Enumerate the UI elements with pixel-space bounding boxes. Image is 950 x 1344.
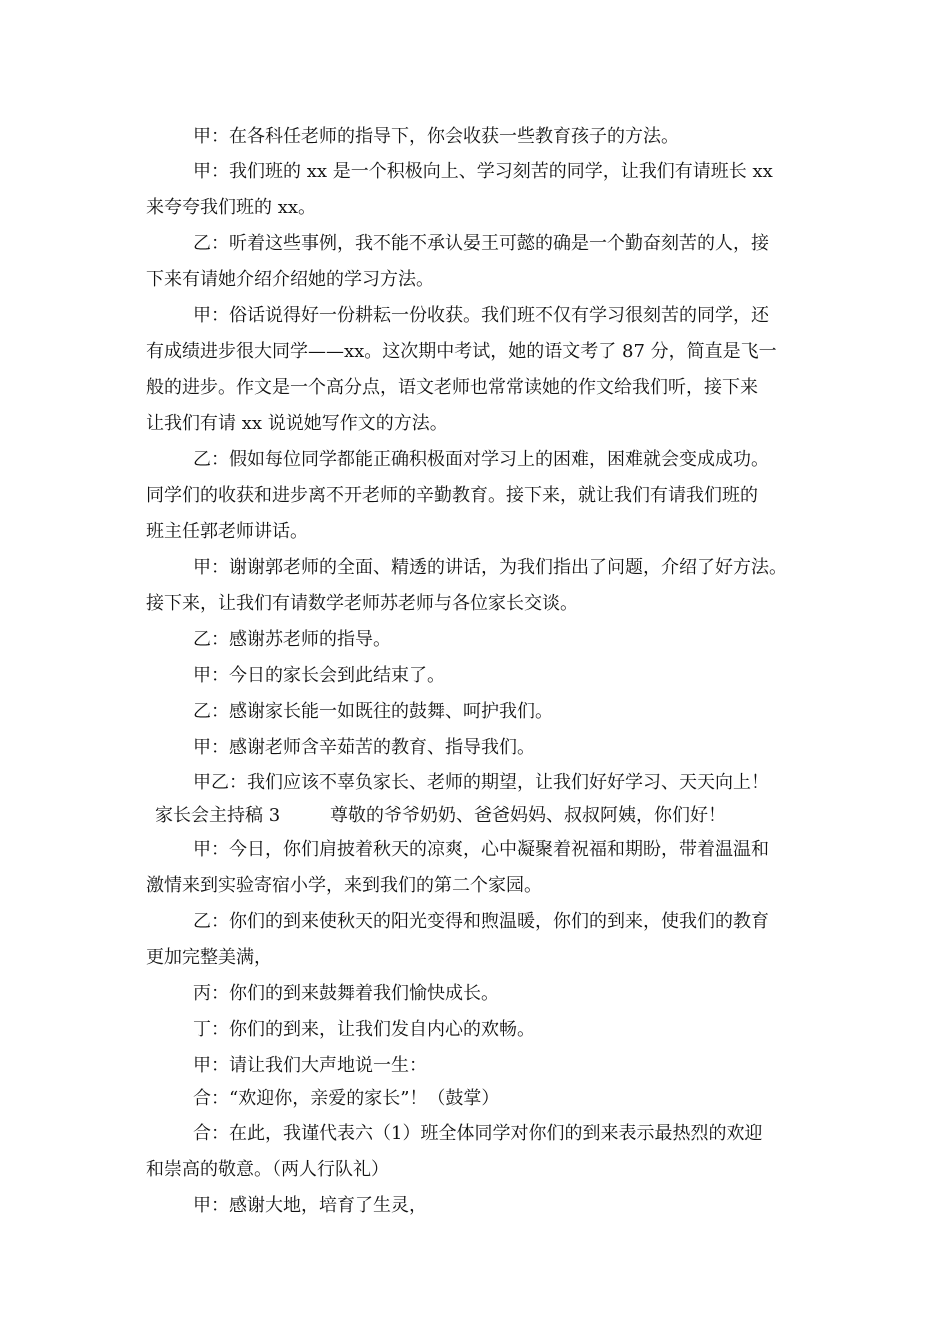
text-line: 和崇高的敬意。（两人行队礼） <box>146 1159 389 1180</box>
text-line: 甲：在各科任老师的指导下，你会收获一些教育孩子的方法。 <box>193 126 679 147</box>
text-line: 甲：请让我们大声地说一生： <box>193 1055 427 1076</box>
text-line: 甲：我们班的 xx 是一个积极向上、学习刻苦的同学，让我们有请班长 xx <box>193 161 773 182</box>
text-line: 乙：感谢苏老师的指导。 <box>193 629 391 650</box>
text-line: 般的进步。作文是一个高分点，语文老师也常常读她的作文给我们听，接下来 <box>146 377 758 398</box>
text-line: 班主任郭老师讲话。 <box>146 521 308 542</box>
text-line: 乙：你们的到来使秋天的阳光变得和煦温暖，你们的到来，使我们的教育 <box>193 911 769 932</box>
greeting-line: 尊敬的爷爷奶奶、爸爸妈妈、叔叔阿姨，你们好！ <box>330 805 726 826</box>
text-line: 乙：感谢家长能一如既往的鼓舞、呵护我们。 <box>193 701 553 722</box>
text-line: 来夸夸我们班的 xx。 <box>146 197 317 218</box>
text-line: 同学们的收获和进步离不开老师的辛勤教育。接下来，就让我们有请我们班的 <box>146 485 758 506</box>
section-heading: 家长会主持稿 3 <box>155 805 281 826</box>
text-line: 接下来，让我们有请数学老师苏老师与各位家长交谈。 <box>146 593 578 614</box>
text-line: 甲：感谢老师含辛茹苦的教育、指导我们。 <box>193 737 535 758</box>
text-line: 丙：你们的到来鼓舞着我们愉快成长。 <box>193 983 499 1004</box>
text-line: 甲：谢谢郭老师的全面、精透的讲话，为我们指出了问题，介绍了好方法。 <box>193 557 787 578</box>
text-line: 让我们有请 xx 说说她写作文的方法。 <box>146 413 448 434</box>
text-line: 甲：俗话说得好一份耕耘一份收获。我们班不仅有学习很刻苦的同学，还 <box>193 305 769 326</box>
text-line: 激情来到实验寄宿小学，来到我们的第二个家园。 <box>146 875 542 896</box>
text-line: 甲：感谢大地，培育了生灵， <box>193 1195 427 1216</box>
text-line: 有成绩进步很大同学——xx。这次期中考试，她的语文考了 87 分，简直是飞一 <box>146 341 777 362</box>
text-line: 乙：假如每位同学都能正确积极面对学习上的困难，困难就会变成成功。 <box>193 449 769 470</box>
text-line: 丁：你们的到来，让我们发自内心的欢畅。 <box>193 1019 535 1040</box>
text-line: 甲：今日，你们肩披着秋天的凉爽，心中凝聚着祝福和期盼，带着温温和 <box>193 839 769 860</box>
text-line: 乙：听着这些事例，我不能不承认晏王可懿的确是一个勤奋刻苦的人，接 <box>193 233 769 254</box>
text-line: 下来有请她介绍介绍她的学习方法。 <box>146 269 434 290</box>
text-line: 合：“欢迎你，亲爱的家长”！（鼓掌） <box>193 1088 500 1109</box>
text-line: 甲：今日的家长会到此结束了。 <box>193 665 445 686</box>
text-line: 更加完整美满， <box>146 947 272 968</box>
text-line: 甲乙：我们应该不辜负家长、老师的期望，让我们好好学习、天天向上！ <box>193 772 769 793</box>
text-line: 合：在此，我谨代表六（1）班全体同学对你们的到来表示最热烈的欢迎 <box>193 1123 763 1144</box>
